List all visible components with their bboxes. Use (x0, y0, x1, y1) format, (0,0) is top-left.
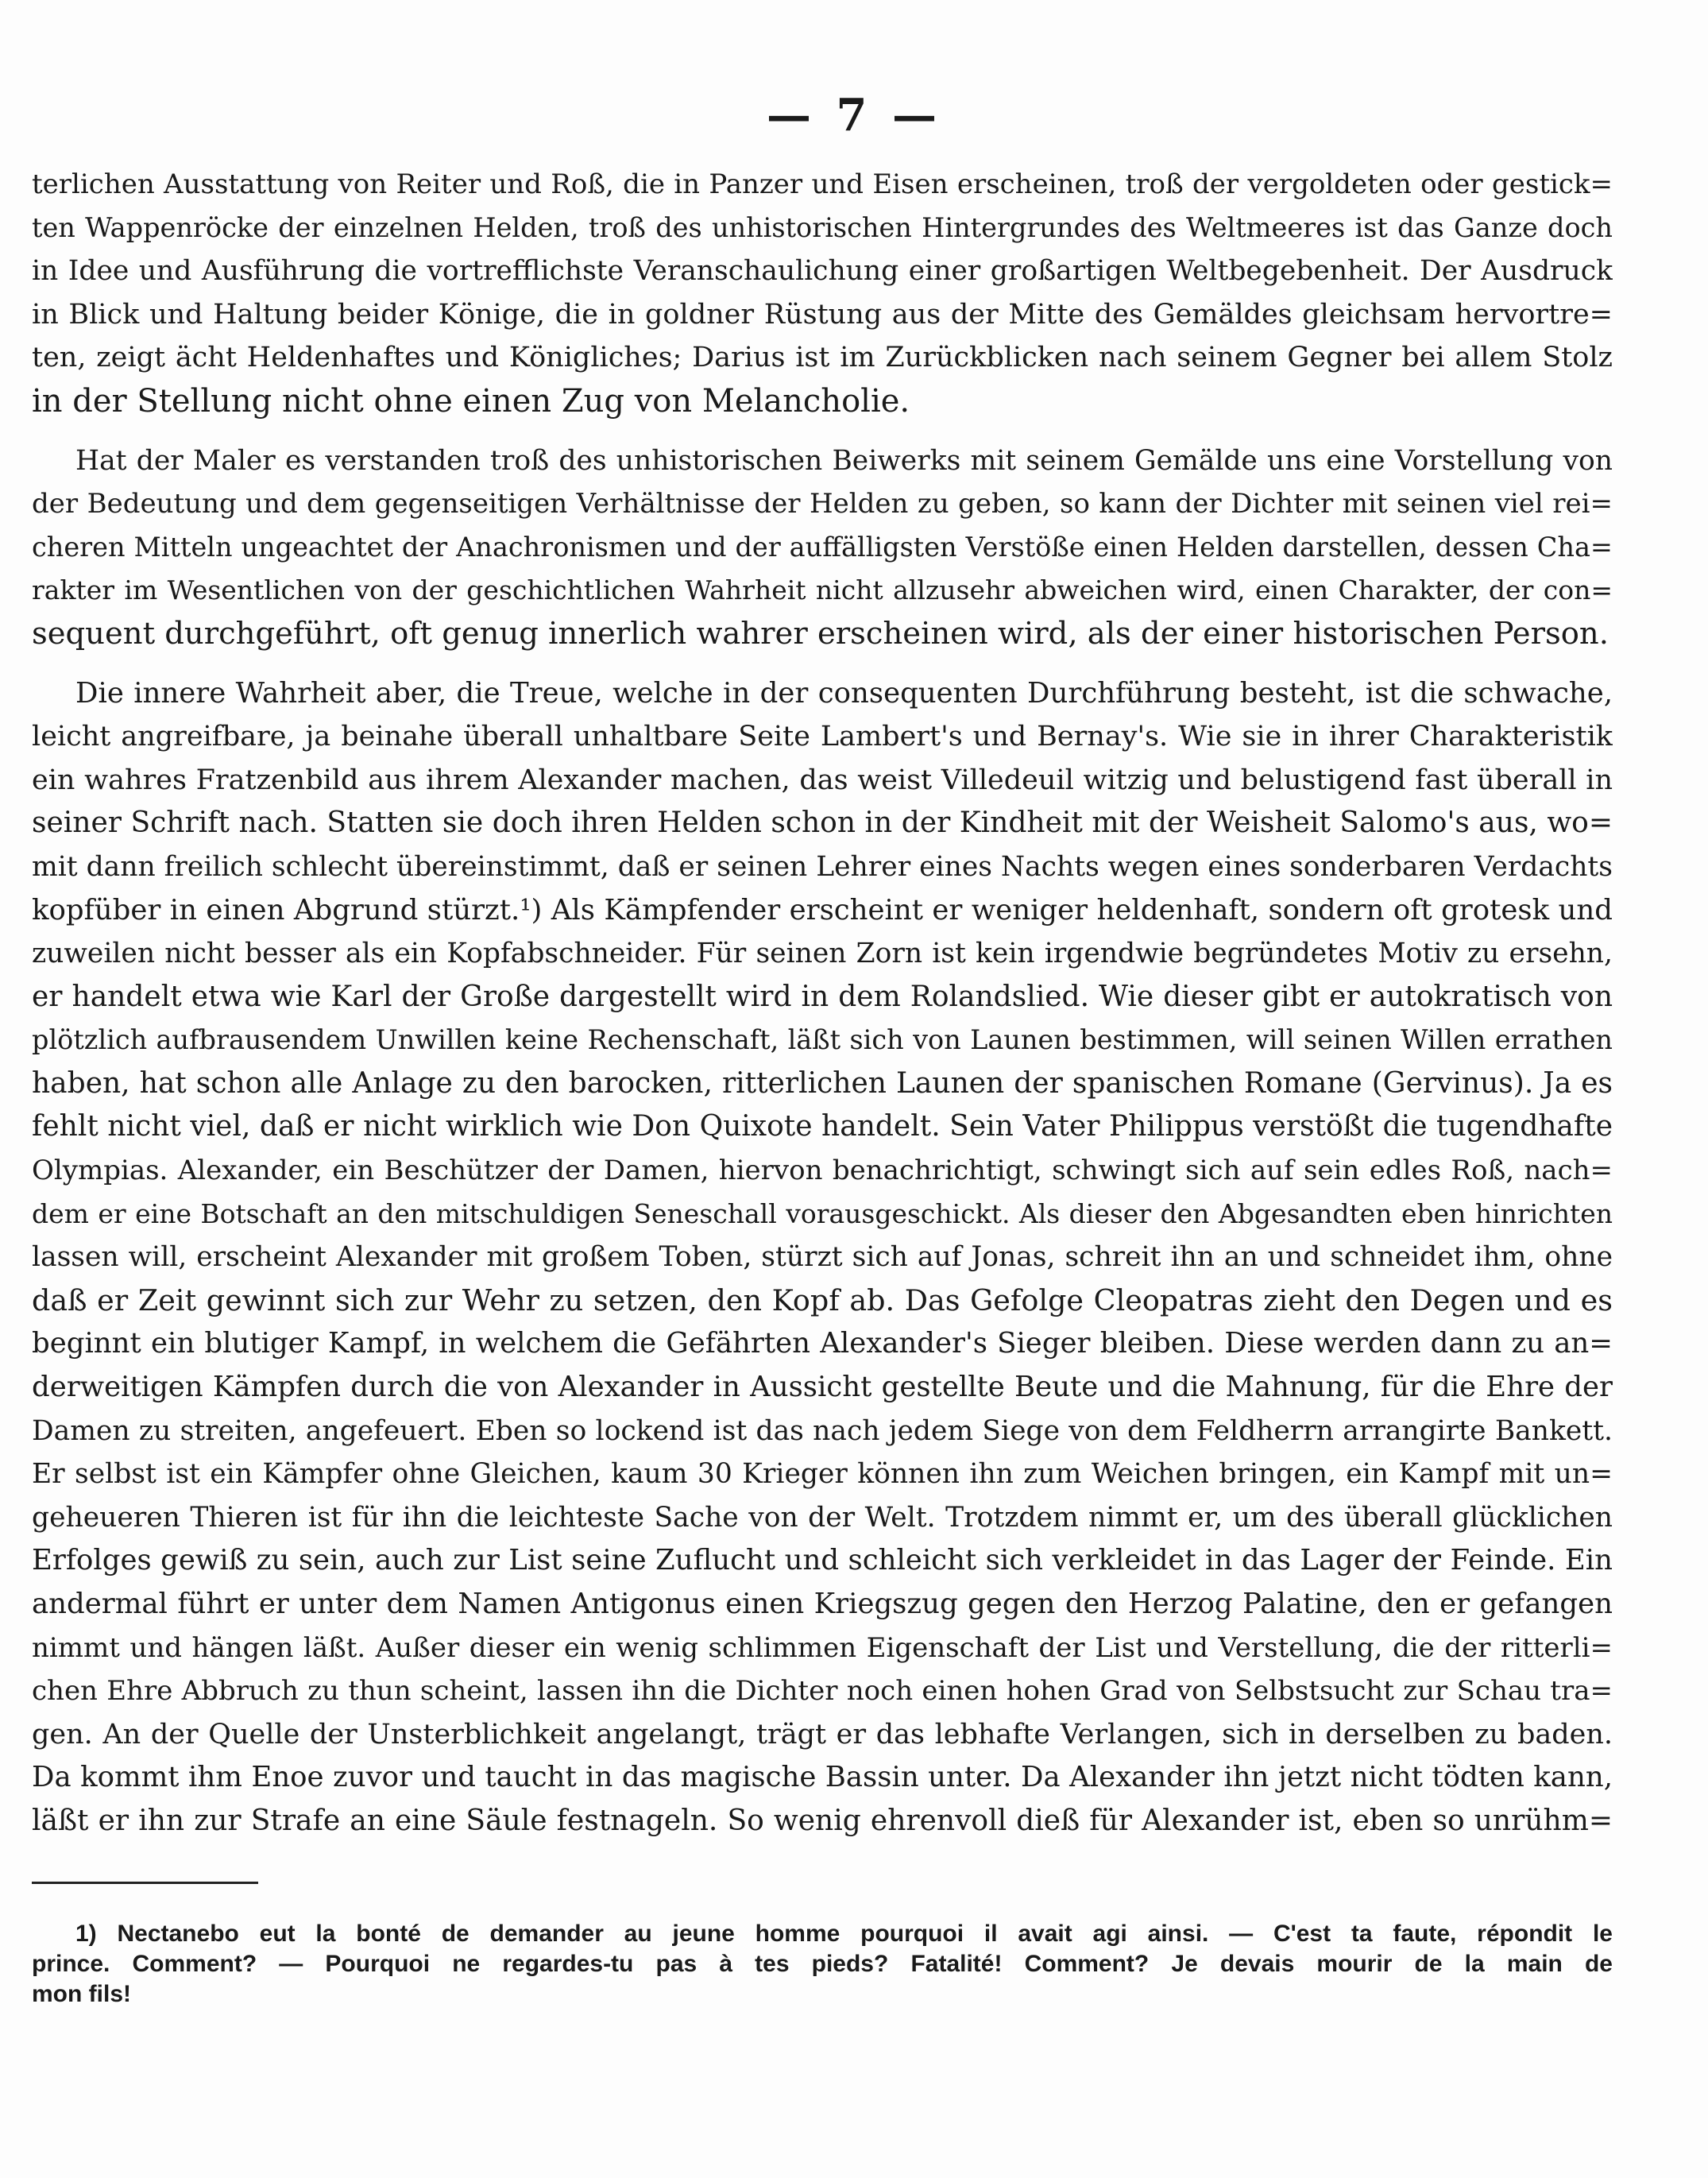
text-line: er handelt etwa wie Karl der Große dargestellt wird in dem Rolandslied. Wie dieser gibt er autokratisch von (32, 980, 1613, 1013)
text-line: in Blick und Haltung beider Könige, die in goldner Rüstung aus der Mitte des Gemäldes gleichsam hervortre= (32, 298, 1613, 331)
text-line: Die innere Wahrheit aber, die Treue, welche in der consequenten Durchführung besteht, ist die schwache, (75, 676, 1613, 710)
paragraph-3 (32, 672, 1613, 1843)
text-line: geheueren Thieren ist für ihn die leichteste Sache von der Welt. Trotzdem nimmt er, um des überall glücklichen (32, 1501, 1613, 1534)
text-line: terlichen Ausstattung von Reiter und Roß, die in Panzer und Eisen erscheinen, troß der vergoldeten oder gestick= (32, 168, 1613, 200)
text-line: Erfolges gewiß zu sein, auch zur List seine Zuflucht und schleicht sich verkleidet in das Lager der Feinde. Ein (32, 1544, 1613, 1577)
text-line: Da kommt ihm Enoe zuvor und taucht in das magische Bassin unter. Da Alexander ihn jetzt nicht tödten kann, (32, 1761, 1613, 1794)
paragraph-2 (32, 439, 1613, 656)
text-line: Hat der Maler es verstanden troß des unhistorischen Beiwerks mit seinem Gemälde uns eine Vorstellung von (75, 444, 1613, 477)
footnote (32, 1919, 1613, 2010)
text-line: haben, hat schon alle Anlage zu den barocken, ritterlichen Launen der spanischen Romane (Gervinus). Ja es (32, 1066, 1613, 1100)
page-number: — 7 — (767, 89, 941, 141)
text-line: ein wahres Fratzenbild aus ihrem Alexander machen, das weist Villedeuil witzig und belustigend fast überall in (32, 764, 1613, 796)
text-line: in Idee und Ausführung die vortrefflichste Veranschaulichung einer großartigen Weltbegebenheit. Der Ausdruck (32, 255, 1613, 288)
text-line: Olympias. Alexander, ein Beschützer der Damen, hiervon benachrichtigt, schwingt sich auf sein edles Roß, nach= (32, 1155, 1613, 1187)
text-line: ten Wappenröcke der einzelnen Helden, troß des unhistorischen Hintergrundes des Weltmeeres ist das Ganze doch (32, 211, 1613, 243)
text-line: sequent durchgeführt, oft genug innerlich wahrer erscheinen wird, als der einer historischen Person. (32, 615, 1609, 652)
text-line: dem er eine Botschaft an den mitschuldigen Seneschall vorausgeschickt. Als dieser den Abgesandten eben hinrichten (32, 1197, 1613, 1229)
text-line: der Bedeutung und dem gegenseitigen Verhältnisse der Helden zu geben, so kann der Dichter mit seinen viel rei= (32, 488, 1613, 520)
text-line: kopfüber in einen Abgrund stürzt.¹) Als Kämpfender erscheint er weniger heldenhaft, sondern oft grotesk und (32, 893, 1613, 927)
footnote-line: prince. Comment? — Pourquoi ne regardes-tu pas à tes pieds? Fatalité! Comment? Je devais mourir de la main de (32, 1951, 1613, 1977)
text-line: mit dann freilich schlecht übereinstimmt, daß er seinen Lehrer eines Nachts wegen eines sonderbaren Verdachts (32, 850, 1613, 883)
text-line: läßt er ihn zur Strafe an eine Säule festnageln. So wenig ehrenvoll dieß für Alexander ist, eben so unrühm= (32, 1804, 1613, 1837)
text-line: cheren Mitteln ungeachtet der Anachronismen und der auffälligsten Verstöße einen Helden darstellen, dessen Cha= (32, 531, 1613, 563)
text-line: beginnt ein blutiger Kampf, in welchem die Gefährten Alexander's Sieger bleiben. Diese werden dann zu an= (32, 1327, 1613, 1360)
paragraph-1 (32, 163, 1613, 424)
text-line: rakter im Wesentlichen von der geschichtlichen Wahrheit nicht allzusehr abweichen wird, einen Charakter, der con= (32, 574, 1613, 606)
footnote-line: 1) Nectanebo eut la bonté de demander au jeune homme pourquoi il avait agi ainsi. — C'est ta faute, répondit le (75, 1921, 1613, 1947)
text-line: fehlt nicht viel, daß er nicht wirklich wie Don Quixote handelt. Sein Vater Philippus verstößt die tugendhafte (32, 1110, 1613, 1143)
text-line: in der Stellung nicht ohne einen Zug von Melancholie. (32, 382, 910, 420)
footnote-line: mon fils! (32, 1981, 131, 2007)
text-line: derweitigen Kämpfen durch die von Alexander in Aussicht gestellte Beute und die Mahnung, für die Ehre der (32, 1371, 1613, 1404)
text-line: lassen will, erscheint Alexander mit großem Toben, stürzt sich auf Jonas, schreit ihn an und schneidet ihm, ohne (32, 1241, 1613, 1274)
body-text (32, 163, 1613, 1843)
text-line: gen. An der Quelle der Unsterblichkeit angelangt, trägt er das lebhafte Verlangen, sich in derselben zu baden. (32, 1718, 1613, 1751)
text-line: seiner Schrift nach. Statten sie doch ihren Helden schon in der Kindheit mit der Weisheit Salomo's aus, wo= (32, 807, 1613, 840)
text-line: ten, zeigt ächt Heldenhaftes und Königliches; Darius ist im Zurückblicken nach seinem Gegner bei allem Stolz (32, 342, 1613, 374)
footnote-divider (32, 1882, 258, 1884)
text-line: andermal führt er unter dem Namen Antigonus einen Kriegszug gegen den Herzog Palatine, den er gefangen (32, 1588, 1613, 1620)
text-line: Damen zu streiten, angefeuert. Eben so lockend ist das nach jedem Siege von dem Feldherrn arrangirte Bankett. (32, 1414, 1613, 1447)
text-line: chen Ehre Abbruch zu thun scheint, lassen ihn die Dichter noch einen hohen Grad von Selbstsucht zur Schau tra= (32, 1675, 1613, 1708)
text-line: daß er Zeit gewinnt sich zur Wehr zu setzen, den Kopf ab. Das Gefolge Cleopatras zieht den Degen und es (32, 1282, 1613, 1317)
text-line: zuweilen nicht besser als ein Kopfabschneider. Für seinen Zorn ist kein irgendwie begründetes Motiv zu ersehn, (32, 938, 1613, 970)
text-line: leicht angreifbare, ja beinahe überall unhaltbare Seite Lambert's und Bernay's. Wie sie in ihrer Charakteristik (32, 721, 1613, 753)
text-line: plötzlich aufbrausendem Unwillen keine Rechenschaft, läßt sich von Launen bestimmen, will seinen Willen errathen (32, 1024, 1613, 1056)
text-line: nimmt und hängen läßt. Außer dieser ein wenig schlimmen Eigenschaft der List und Verstellung, die der ritterli= (32, 1631, 1613, 1664)
text-line: Er selbst ist ein Kämpfer ohne Gleichen, kaum 30 Krieger können ihn zum Weichen bringen, ein Kampf mit un= (32, 1458, 1613, 1491)
